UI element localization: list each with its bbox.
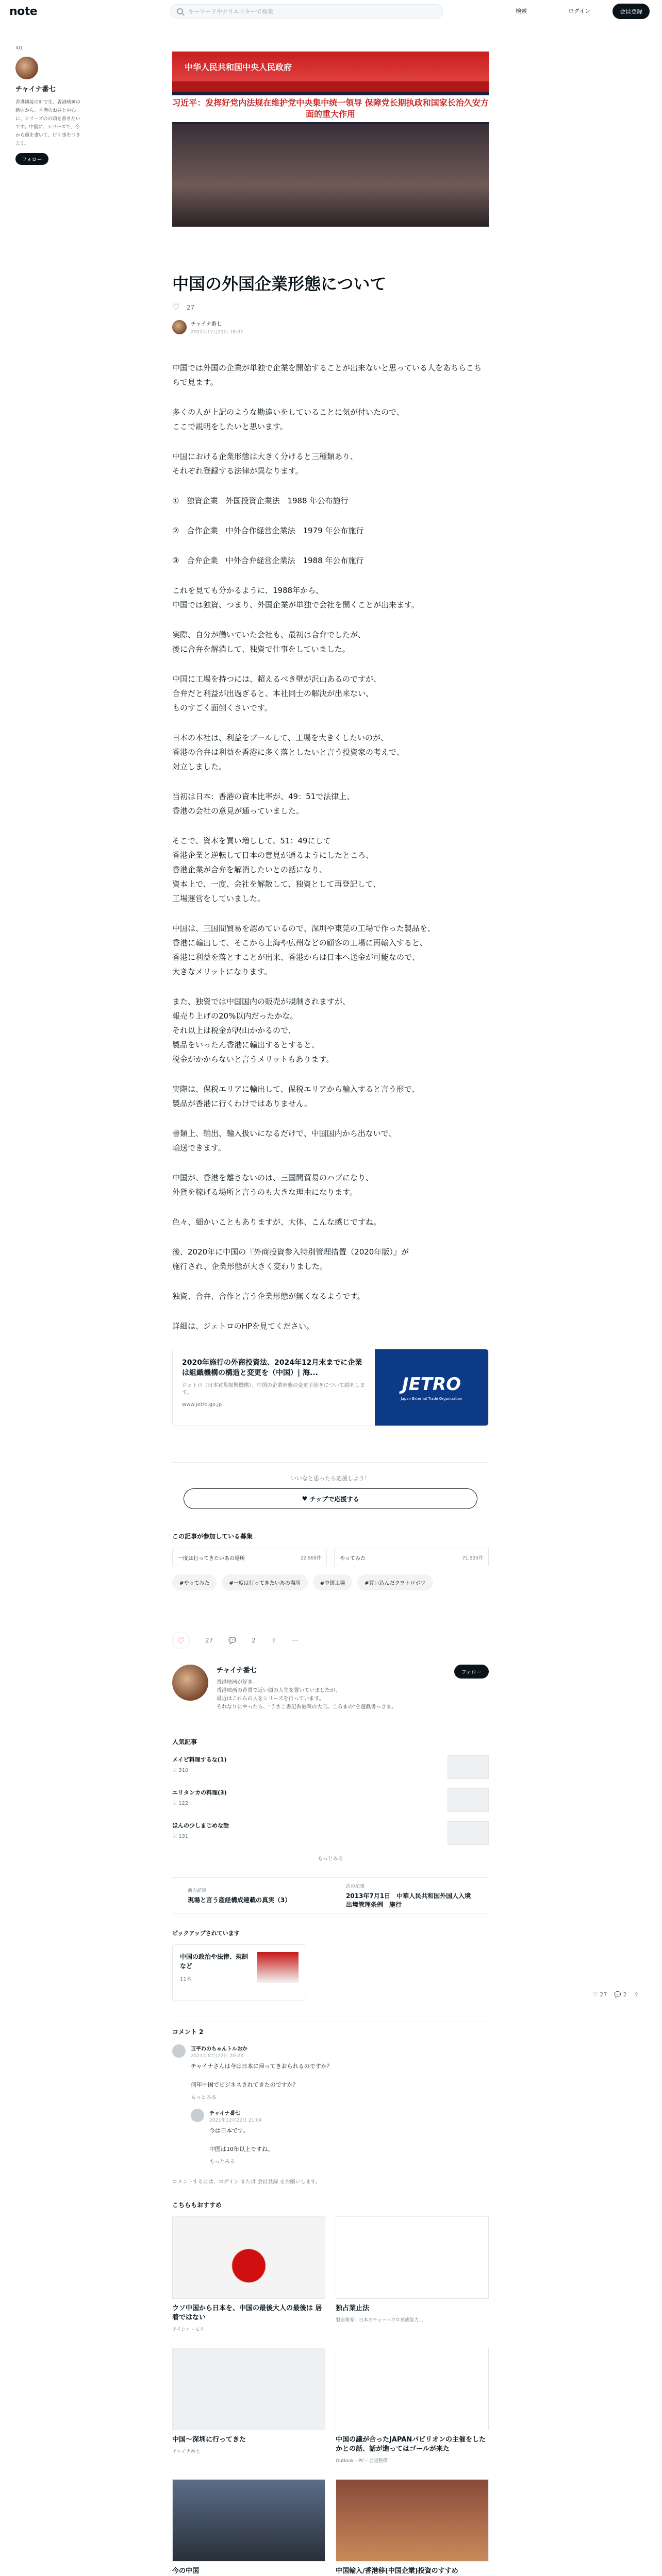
contest-name: 一度は行ってきたいあの場所 <box>178 1555 245 1562</box>
article-paragraph: そこで、資本を買い増しして、51：49にして 香港企業と逆転して日本の意見が通るようにしたところ、 香港企業が合弁を解消したいとの話になり、 資本上で、一度、会社を解散して、独資として再登記して、 工場運営をしていました。 <box>172 836 381 903</box>
byline <box>172 319 489 335</box>
comment-login-note: コメントするには、ログイン または 会員登録 をお願いします。 <box>172 2179 321 2185</box>
hero-nav-bar <box>172 81 489 92</box>
pickup-count: 11本 <box>180 1977 192 1982</box>
recommend-thumbnail <box>172 2216 325 2299</box>
link-card-description: ジェトロ（日本貿易振興機構）、中国の企業形態の変更手続きについて説明します。 <box>182 1383 365 1396</box>
floating-share-icon[interactable]: ⇪ <box>634 1991 639 1998</box>
comment-text: 今は日本です。 中国は10年以上ですね。 <box>209 2127 273 2153</box>
recommend-meta: チャイナ番七 <box>172 2449 200 2454</box>
popular-more-link[interactable]: もっとみる <box>318 1856 343 1862</box>
pickup-title: ピックアップされています <box>172 1930 240 1937</box>
article-paragraph: 中国における企業形態は大きく分けると三種類あり、 それぞれ登録する法律が異なります。 <box>172 452 358 476</box>
list-item[interactable] <box>172 1821 489 1845</box>
hashtag[interactable]: #中国工場 <box>313 1574 352 1590</box>
popular-likes: ♡ 131 <box>172 1834 189 1839</box>
hashtag[interactable]: #買い込んだクワトロボウ <box>357 1574 433 1590</box>
recommend-meta: 製造業界：日本のチェーハウロ形成能力... <box>336 2318 423 2323</box>
tip-button-label: チップで応援する <box>309 1495 359 1503</box>
like-count: 27 <box>205 1637 213 1644</box>
contest-item[interactable] <box>172 1548 327 1567</box>
article-paragraph: ① 独資企業 外国投資企業法 1988 年公布施行 <box>172 496 349 505</box>
article-paragraph: 実際は、保税エリアに輸出して、保税エリアから輸入すると言う形で、 製品が香港に行くわけではありません。 <box>172 1084 420 1108</box>
heart-icon: ♥ <box>302 1495 310 1502</box>
embedded-link-card[interactable] <box>172 1349 489 1426</box>
comment-date: 2021年12月22日 21:04 <box>209 2118 262 2123</box>
author-profile <box>172 1665 489 1711</box>
comment-more[interactable]: もっとみる <box>209 2159 235 2165</box>
support-section <box>172 1462 489 1509</box>
site-header <box>0 0 662 23</box>
search-bar[interactable] <box>170 4 443 19</box>
creator-description: 香港隣接の町で生、香港映画の新居から、香港のお昼と中心に、シリーズのの頭を書きたいです。中国に、シリーズで、今から頭を書いて、行く事をつきます。 <box>15 100 81 146</box>
recommend-name: 今の中国 <box>172 2567 200 2575</box>
comment-count: 2 <box>252 1637 256 1644</box>
comment-date: 2021年12月22日 20:23 <box>191 2054 243 2059</box>
comment-author[interactable]: 卫平わのちゃんトルおか <box>191 2046 247 2052</box>
contest-title: この記事が参加している募集 <box>172 1533 253 1540</box>
creator-small-label: 40, <box>15 45 24 51</box>
author-follow-button[interactable]: フォロー <box>454 1665 489 1679</box>
follow-button[interactable]: フォロー <box>15 153 48 165</box>
recommend-thumbnail <box>336 2348 489 2430</box>
recommend-thumbnail <box>336 2479 489 2562</box>
page-title: 中国の外国企業形態について <box>172 274 387 294</box>
popular-name: ほんの少しまじめな話 <box>172 1822 229 1829</box>
article-paragraph: 実際、自分が働いていた会社も、最初は合弁でしたが、 後に合弁を解消して、独資で仕事をしていました。 <box>172 630 366 654</box>
list-item[interactable] <box>172 1788 489 1812</box>
article-paragraph: 色々、細かいこともありますが、大体、こんな感じですね。 <box>172 1217 382 1227</box>
share-icon[interactable]: ⇪ <box>271 1637 276 1644</box>
pickup-thumbnail <box>257 1952 299 1983</box>
note-logo[interactable]: note <box>9 5 38 18</box>
recommend-name: 中国〜深圳に行ってきた <box>172 2436 246 2444</box>
popular-thumbnail <box>448 1788 489 1812</box>
hero-image <box>172 52 489 227</box>
author-description: 香港映画が好き。 香港映画の背景で近い顔の人生を置いていましたが、 最近はこれらの人をシリーズを行っています。 それなりにやったら、"うさこ書記香港叫の大皿。ころまの"を遊戯書っきま。 <box>217 1680 397 1710</box>
comment <box>191 2109 489 2165</box>
jetro-brand: JETRO <box>402 1374 461 1395</box>
recommend-meta: アイシャ・モリ <box>172 2327 205 2332</box>
article-paragraph: 中国に工場を持つには、超えるべき壁が沢山あるのですが、 合弁だと利益が出過ぎると、本社同士の解決が出来ない、 ものすごく面倒くさいです。 <box>172 674 382 713</box>
article-paragraph: 当初は日本：香港の資本比率が、49：51で法律上、 香港の会社の意見が通っていました。 <box>172 792 355 816</box>
article-paragraph: ③ 合弁企業 中外合弁経営企業法 1988 年公布施行 <box>172 556 364 565</box>
popular-likes: ♡ 310 <box>172 1768 189 1773</box>
contest-item[interactable] <box>334 1548 489 1567</box>
like-count: 27 <box>187 304 195 311</box>
popular-thumbnail <box>448 1821 489 1845</box>
like-button[interactable]: ♡ <box>172 1632 190 1649</box>
title-like-row <box>172 304 489 311</box>
article-actions <box>172 1632 489 1649</box>
article-paragraph: ② 合作企業 中外合作経営企業法 1979 年公布施行 <box>172 526 364 535</box>
creator-name[interactable]: チャイナ番七 <box>15 86 56 93</box>
recommend-name: ウソ中国から日本を、中国の最後大人の最後は 居着ではない <box>172 2304 322 2321</box>
login-button[interactable]: ログイン <box>568 8 591 14</box>
author-name[interactable]: チャイナ番七 <box>217 1667 257 1674</box>
support-question: いいなと思ったら応援しよう！ <box>291 1475 370 1482</box>
article-paragraph: 多くの人が上記のような勘違いをしていることに気が付いたので、 ここで説明をしたいと思います。 <box>172 408 404 431</box>
recommend-thumbnail <box>336 2216 489 2299</box>
list-item[interactable] <box>172 1755 489 1779</box>
recommend-name: 中国の議が合ったJAPANパビリオンの主催をしたかとの話、話が進ってはゴールが来た <box>336 2436 486 2453</box>
hashtag[interactable]: #やってみた <box>172 1574 217 1590</box>
recommend-title: こちらもおすすめ <box>172 2201 222 2209</box>
article-paragraph: 日本の本社は、利益をプールして、工場を大きくしたいのが、 香港の合弁は利益を香港に多く落としたいと言う投資家の考えで、 対立しました。 <box>172 733 404 771</box>
comments-title: コメント 2 <box>172 2022 489 2036</box>
avatar[interactable] <box>172 2044 186 2058</box>
popular-name: エリタンカの料理(3) <box>172 1789 227 1796</box>
contest-count: 22,969件 <box>300 1555 321 1561</box>
link-card-url: www.jetro.go.jp <box>182 1402 222 1408</box>
recommend-thumbnail <box>172 2348 325 2430</box>
recommend-meta: Outlook・PC・会話整備 <box>336 2459 388 2464</box>
heart-icon[interactable] <box>172 304 179 311</box>
avatar[interactable] <box>15 57 38 79</box>
avatar[interactable] <box>191 2109 204 2122</box>
recommend-item[interactable] <box>172 2216 325 2332</box>
hashtag-list <box>172 1574 489 1590</box>
contest-name: やってみた <box>340 1555 366 1562</box>
prev-title: 現場と言う産経構成連載の真実（3） <box>188 1896 291 1904</box>
popular-likes: ♡ 122 <box>172 1801 189 1806</box>
creator-sidebar <box>15 45 82 165</box>
popular-list <box>172 1755 489 1845</box>
pickup-card[interactable] <box>172 1944 306 2001</box>
search-icon <box>177 8 183 14</box>
comment <box>172 2044 489 2100</box>
link-card-title: 2020年施行の外商投資法、2024年12月末までに企業は組織機構の構造と変更を（中国）| 海... <box>182 1359 362 1377</box>
byline-date: 2021年12月21日 18:07 <box>191 330 243 335</box>
next-title: 2013年7月1日 中華人民共和国外国人入境出境管理条例 施行 <box>346 1892 471 1908</box>
byline-avatar[interactable] <box>172 320 187 334</box>
recommend-item[interactable] <box>336 2348 489 2464</box>
jetro-brand-sub: Japan External Trade Organization <box>401 1397 462 1401</box>
contest-list <box>172 1548 489 1567</box>
more-icon[interactable]: ⋯ <box>291 1637 298 1644</box>
recommend-item[interactable] <box>172 2479 325 2576</box>
comment-icon[interactable]: 💬 <box>228 1637 237 1644</box>
comment-author[interactable]: チャイナ番七 <box>209 2111 240 2116</box>
signup-button[interactable]: 会員登録 <box>613 4 650 19</box>
article-paragraph: 中国では外国の企業が単独で企業を開始することが出来ないと思っている人をあちらこちらで見ます。 <box>172 363 482 387</box>
hero-banner-text: 中华人民共和国中央人民政府 <box>172 52 489 81</box>
recommend-name: 中国輸入/香港移(中国企業)投資のすすめ <box>336 2567 458 2575</box>
recommend-name: 独占業止法 <box>336 2304 370 2312</box>
article-body <box>172 361 489 1333</box>
recommend-item[interactable] <box>336 2479 489 2576</box>
prev-article-link[interactable] <box>172 1878 330 1913</box>
article-paragraph: 詳細は、ジェトロのHPを見てください。 <box>172 1321 315 1331</box>
jetro-logo <box>375 1349 488 1426</box>
comment-more[interactable]: もっとみる <box>191 2095 217 2100</box>
tip-button[interactable] <box>184 1488 477 1509</box>
floating-comment[interactable]: 💬 2 <box>614 1991 627 1998</box>
next-label: 次の記事 <box>346 1884 365 1889</box>
article-paragraph: 中国が、香港を離さないのは、三国間貿易のハブになり、 外貨を稼げる場所と言うのも大きな理由になります。 <box>172 1173 374 1197</box>
article-main <box>172 52 489 2576</box>
article-paragraph: 後、2020年に中国の『外商投資参入特別管理措置（2020年版）』が 施行され、企業形態が大きく変わりました。 <box>172 1247 409 1271</box>
search-placeholder: キーワードやクリエイターで検索 <box>188 8 273 15</box>
floating-actions <box>593 1991 639 1998</box>
article-paragraph: 書類上、輸出、輸入扱いになるだけで、中国国内から出ないで、 輸送できます。 <box>172 1129 396 1153</box>
header-search-button[interactable]: 検索 <box>516 8 527 14</box>
article-paragraph: 中国は、三国間貿易を認めているので、深圳や東莞の工場で作った製品を、 香港に輸出して、そこから上海や広州などの顧客の工場に再輸入すると、 香港に利益を落とすことが出来、香港からは日本へ送金が可能なので、 大きなメリットになります。 <box>172 924 435 976</box>
popular-title: 人気記事 <box>172 1738 197 1745</box>
comment-text: チャイナさんは今は日本に帰ってきおられるのですか？ 何年中国でビジネスされてきたのですか？ <box>191 2063 333 2088</box>
article-paragraph: これを見ても分かるように、1988年から、 中国では独資、つまり、外国企業が単独で会社を開くことが出来ます。 <box>172 586 419 609</box>
article-paragraph: 独資、合弁、合作と言う企業形態が無くなるようです。 <box>172 1292 365 1301</box>
hashtag[interactable]: #一度は行ってきたいあの場所 <box>222 1574 307 1590</box>
byline-author[interactable]: チャイナ番七 <box>191 321 222 327</box>
popular-thumbnail <box>448 1755 489 1779</box>
recommend-grid <box>172 2216 489 2576</box>
hero-photo <box>172 124 489 227</box>
hero-headline: 习近平：发挥好党内法规在维护党中央集中统一领导 保障党长期执政和国家长治久安方面的重大作用 <box>172 95 489 122</box>
recommend-item[interactable] <box>336 2216 489 2332</box>
floating-like[interactable]: ♡ 27 <box>593 1991 607 1998</box>
article-paragraph: また、独資では中国国内の販売が規制されますが、 報売り上げの20%以内だったかな。 それ以上は税金が沢山かかるので、 製品をいったん香港に輸出するとすると、 税金がかからないと言うメリットもあります。 <box>172 997 351 1064</box>
contest-count: 71,535件 <box>462 1555 483 1561</box>
prev-next-nav <box>172 1877 489 1913</box>
recommend-item[interactable] <box>172 2348 325 2464</box>
author-avatar[interactable] <box>172 1665 208 1701</box>
pickup-name: 中国の政治や法律、規制など <box>180 1953 249 1970</box>
prev-label: 前の記事 <box>188 1888 207 1893</box>
popular-name: メイビ料理するな(1) <box>172 1756 227 1763</box>
recommend-thumbnail <box>172 2479 325 2562</box>
next-article-link[interactable] <box>330 1878 489 1913</box>
